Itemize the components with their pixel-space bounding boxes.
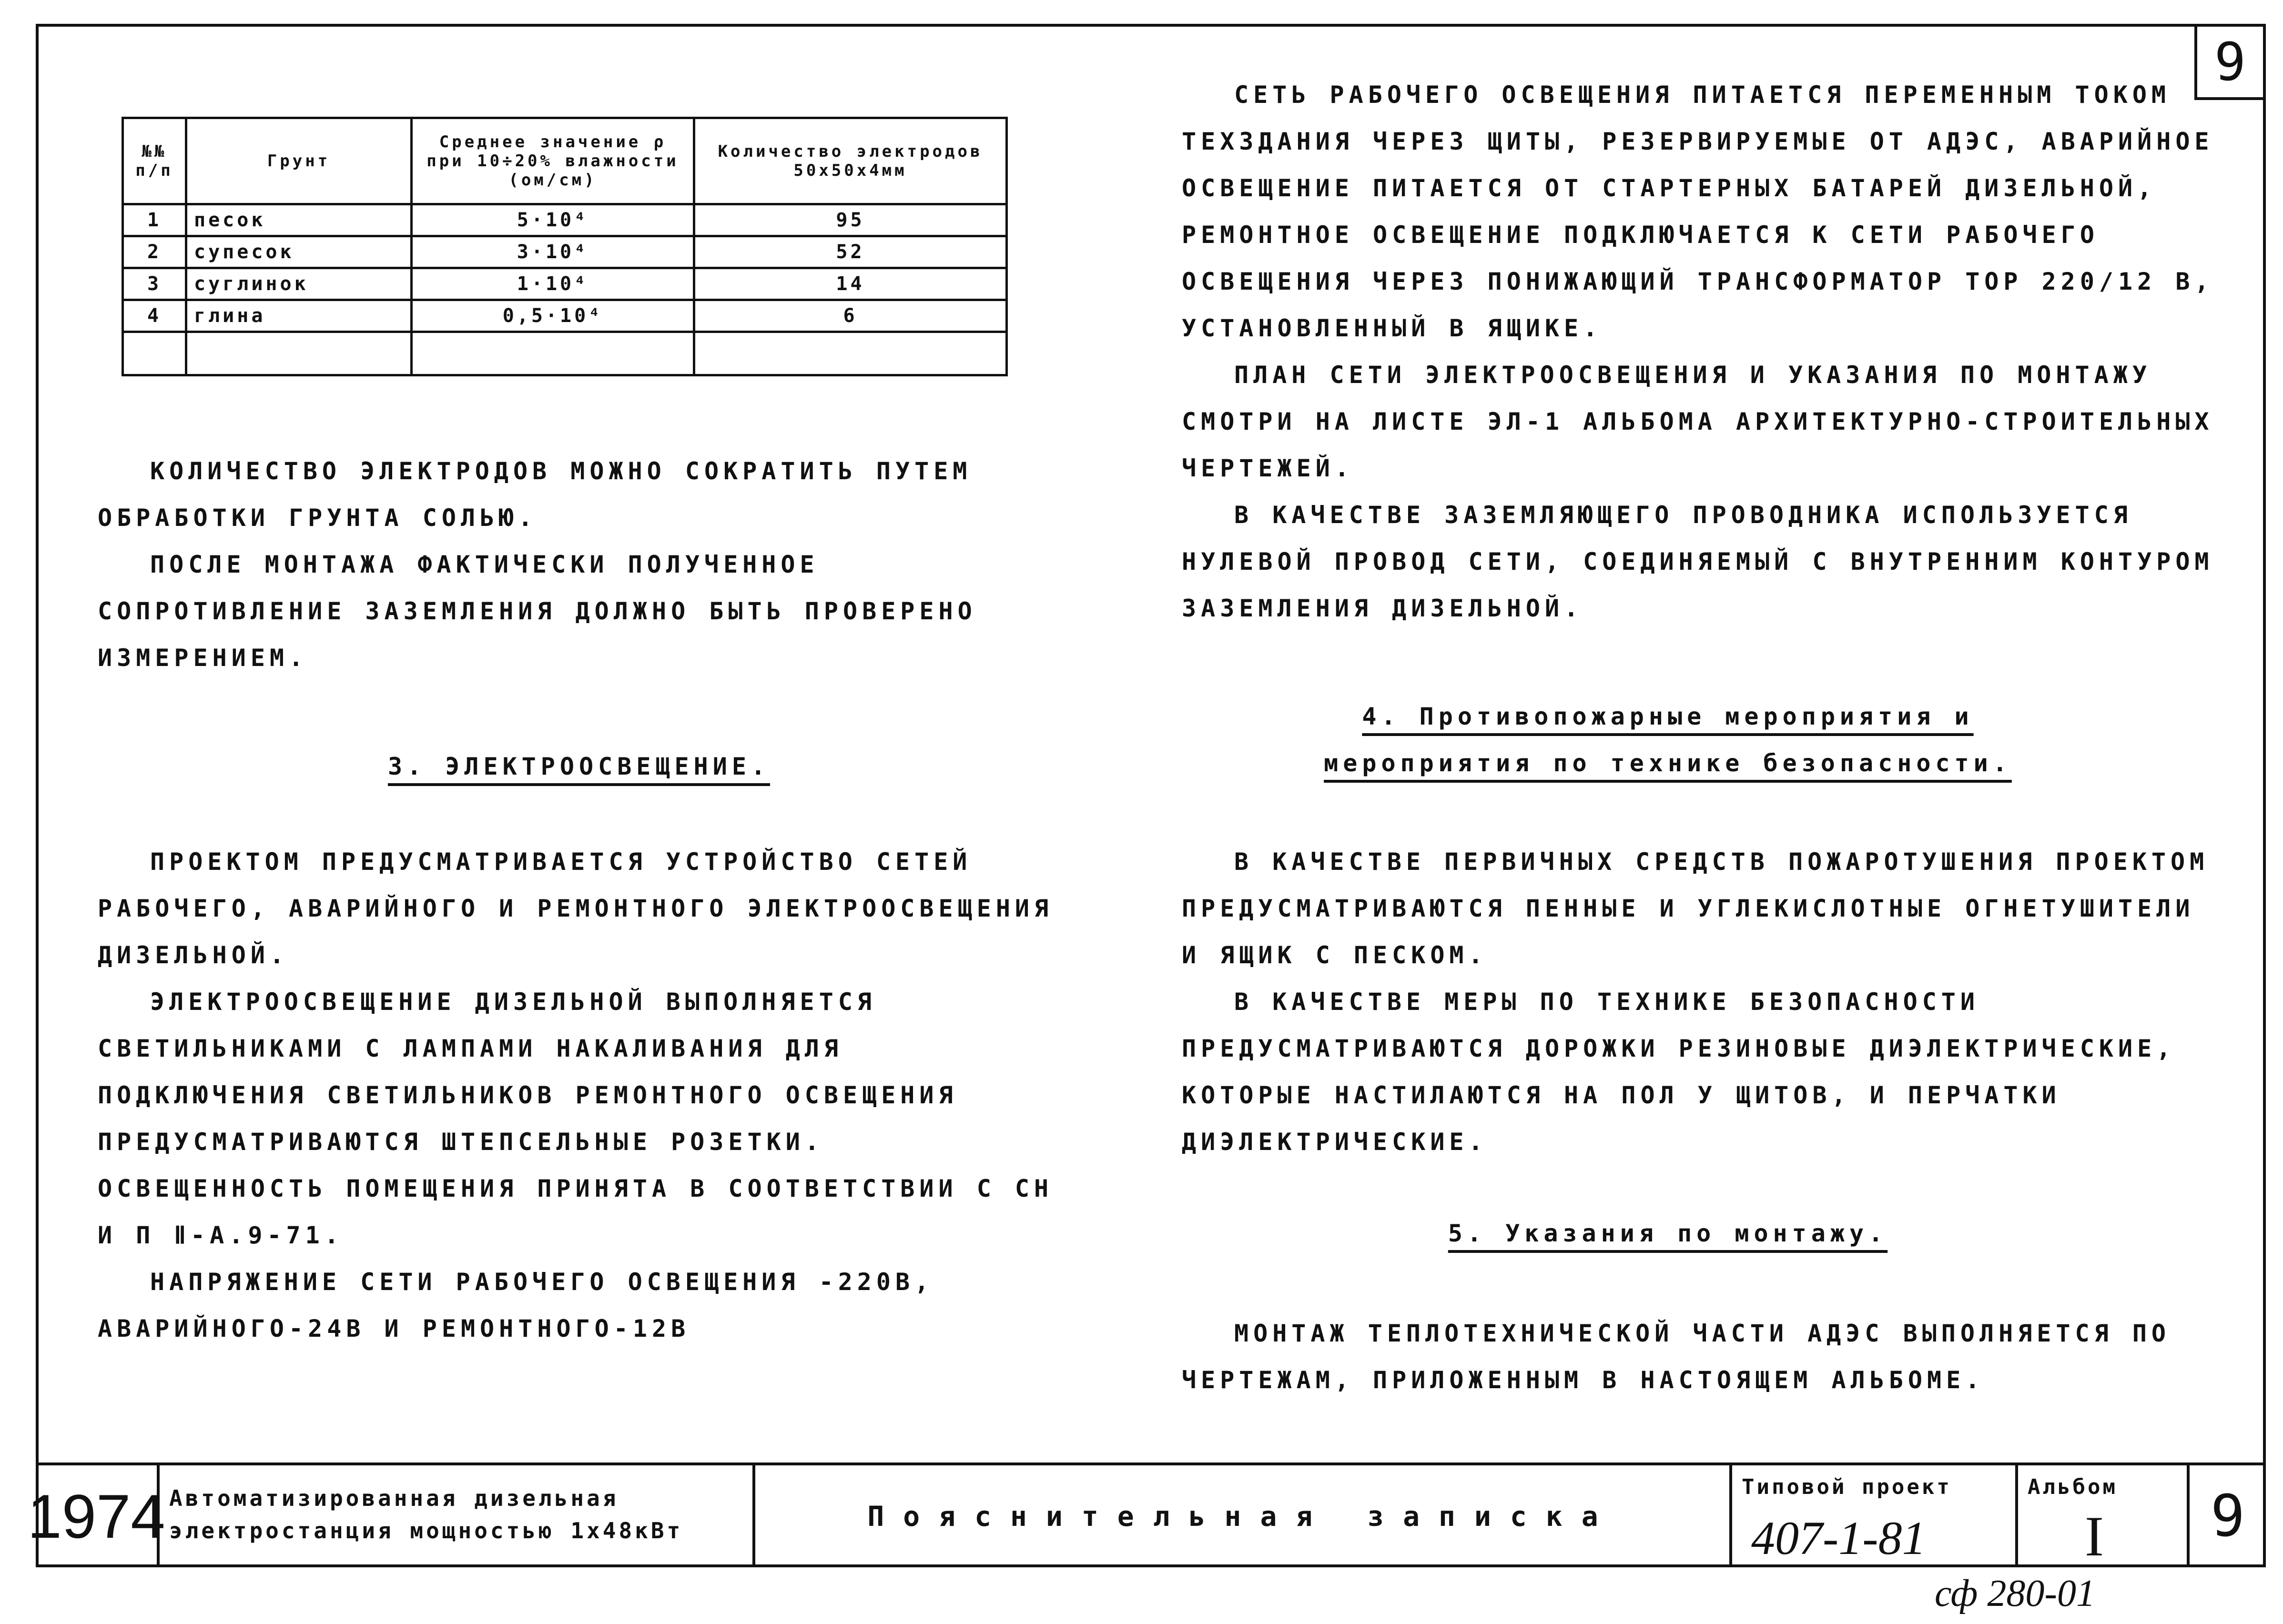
stamp-object — [160, 1465, 755, 1567]
header-number: №№ п/п — [123, 118, 186, 204]
left-text-block-1 — [98, 448, 1060, 681]
stamp-project-value: 407-1-81 — [1751, 1512, 1926, 1564]
paragraph: ЭЛЕКТРООСВЕЩЕНИЕ ДИЗЕЛЬНОЙ ВЫПОЛНЯЕТСЯ СВЕТИЛЬНИКАМИ С ЛАМПАМИ НАКАЛИВАНИЯ ДЛЯ ПОДКЛЮЧЕНИЯ СВЕТИЛЬНИКОВ РЕМОНТНОГО ОСВЕЩЕНИЯ ПРЕДУСМАТРИВАЮТСЯ ШТЕПСЕЛЬНЫЕ РОЗЕТКИ. ОСВЕЩЕННОСТЬ ПОМЕЩЕНИЯ ПРИНЯТА В СООТВЕТСТВИИ С СН И П Ⅱ-А.9-71. — [98, 988, 1054, 1249]
section-heading: 4. Противопожарные мероприятия и — [1362, 703, 1974, 730]
row-number: 4 — [123, 300, 186, 332]
row-soil: глина — [186, 300, 412, 332]
section-heading-4 — [1191, 693, 2144, 787]
section-heading: 5. Указания по монтажу. — [1448, 1220, 1888, 1247]
section-heading-5 — [1239, 1210, 2097, 1257]
table-row — [123, 236, 1007, 268]
sheet-number-corner: 9 — [2194, 24, 2266, 100]
table-header-row — [123, 118, 1007, 204]
row-count: 95 — [694, 204, 1007, 236]
row-soil: супесок — [186, 236, 412, 268]
row-resistivity: 5·10⁴ — [412, 204, 694, 236]
row-number: 2 — [123, 236, 186, 268]
paragraph: КОЛИЧЕСТВО ЭЛЕКТРОДОВ МОЖНО СОКРАТИТЬ ПУТЕМ ОБРАБОТКИ ГРУНТА СОЛЬЮ. — [98, 457, 972, 532]
row-resistivity: 1·10⁴ — [412, 268, 694, 300]
stamp-sheet-number: 9 — [2210, 1483, 2245, 1550]
paragraph: В КАЧЕСТВЕ МЕРЫ ПО ТЕХНИКЕ БЕЗОПАСНОСТИ ПРЕДУСМАТРИВАЮТСЯ ДОРОЖКИ РЕЗИНОВЫЕ ДИЭЛЕКТРИЧЕСКИЕ, КОТОРЫЕ НАСТИЛАЮТСЯ НА ПОЛ У ЩИТОВ, И ПЕРЧАТКИ ДИЭЛЕКТРИЧЕСКИЕ. — [1182, 988, 2176, 1156]
stamp-project — [1732, 1465, 2018, 1567]
row-soil: песок — [186, 204, 412, 236]
stamp-title: Пояснительная записка — [755, 1465, 1732, 1567]
table-row — [123, 300, 1007, 332]
header-electrode-count: Количество электродов 50х50х4мм — [694, 118, 1007, 204]
row-soil: суглинок — [186, 268, 412, 300]
row-count: 52 — [694, 236, 1007, 268]
row-count: 14 — [694, 268, 1007, 300]
row-count: 6 — [694, 300, 1007, 332]
paragraph: СЕТЬ РАБОЧЕГО ОСВЕЩЕНИЯ ПИТАЕТСЯ ПЕРЕМЕННЫМ ТОКОМ ТЕХЗДАНИЯ ЧЕРЕЗ ЩИТЫ, РЕЗЕРВИРУЕМЫЕ ОТ АДЭС, АВАРИЙНОЕ ОСВЕЩЕНИЕ ПИТАЕТСЯ ОТ СТАРТЕРНЫХ БАТАРЕЙ ДИЗЕЛЬНОЙ, РЕМОНТНОЕ ОСВЕЩЕНИЕ ПОДКЛЮЧАЕТСЯ К СЕТИ РАБОЧЕГО ОСВЕЩЕНИЯ ЧЕРЕЗ ПОНИЖАЮЩИЙ ТРАНСФОРМАТОР ТОР 220/12 В, УСТАНОВЛЕННЫЙ В ЯЩИКЕ. — [1182, 81, 2214, 342]
soil-resistivity-table — [122, 117, 1008, 376]
paragraph: В КАЧЕСТВЕ ПЕРВИЧНЫХ СРЕДСТВ ПОЖАРОТУШЕНИЯ ПРОЕКТОМ ПРЕДУСМАТРИВАЮТСЯ ПЕННЫЕ И УГЛЕКИСЛОТНЫЕ ОГНЕТУШИТЕЛИ И ЯЩИК С ПЕСКОМ. — [1182, 848, 2209, 969]
row-resistivity: 0,5·10⁴ — [412, 300, 694, 332]
stamp-project-label: Типовой проект — [1742, 1475, 1952, 1499]
document-code: сф 280-01 — [1935, 1573, 2095, 1614]
paragraph: МОНТАЖ ТЕПЛОТЕХНИЧЕСКОЙ ЧАСТИ АДЭС ВЫПОЛНЯЕТСЯ ПО ЧЕРТЕЖАМ, ПРИЛОЖЕННЫМ В НАСТОЯЩЕМ АЛЬБОМЕ. — [1182, 1320, 2171, 1394]
row-number: 1 — [123, 204, 186, 236]
paragraph: НАПРЯЖЕНИЕ СЕТИ РАБОЧЕГО ОСВЕЩЕНИЯ -220В, АВАРИЙНОГО-24В И РЕМОНТНОГО-12В — [98, 1268, 934, 1342]
section-heading: мероприятия по технике безопасности. — [1324, 749, 2012, 777]
stamp-year: 1974 — [36, 1465, 160, 1567]
paragraph: ПЛАН СЕТИ ЭЛЕКТРООСВЕЩЕНИЯ И УКАЗАНИЯ ПО МОНТАЖУ СМОТРИ НА ЛИСТЕ ЭЛ-1 АЛЬБОМА АРХИТЕКТУРНО-СТРОИТЕЛЬНЫХ ЧЕРТЕЖЕЙ. — [1182, 361, 2214, 482]
stamp-object-line: Автоматизированная дизельная — [169, 1485, 619, 1511]
table-row — [123, 204, 1007, 236]
stamp-album-label: Альбом — [2028, 1475, 2118, 1499]
paragraph: ПРОЕКТОМ ПРЕДУСМАТРИВАЕТСЯ УСТРОЙСТВО СЕТЕЙ РАБОЧЕГО, АВАРИЙНОГО И РЕМОНТНОГО ЭЛЕКТРООСВЕЩЕНИЯ ДИЗЕЛЬНОЙ. — [98, 848, 1054, 969]
stamp-album-value: I — [2085, 1504, 2104, 1568]
header-soil: Грунт — [186, 118, 412, 204]
right-text-block-3 — [1182, 1310, 2221, 1403]
section-heading: 3. ЭЛЕКТРООСВЕЩЕНИЕ. — [387, 753, 771, 780]
row-resistivity: 3·10⁴ — [412, 236, 694, 268]
paragraph: В КАЧЕСТВЕ ЗАЗЕМЛЯЮЩЕГО ПРОВОДНИКА ИСПОЛЬЗУЕТСЯ НУЛЕВОЙ ПРОВОД СЕТИ, СОЕДИНЯЕМЫЙ С ВНУТРЕННИМ КОНТУРОМ ЗАЗЕМЛЕНИЯ ДИЗЕЛЬНОЙ. — [1182, 501, 2214, 622]
left-text-block-2 — [98, 838, 1060, 1352]
right-text-block-1 — [1182, 71, 2221, 632]
row-number: 3 — [123, 268, 186, 300]
table-row — [123, 268, 1007, 300]
stamp-object-line: электростанция мощностью 1х48кВт — [169, 1518, 683, 1543]
header-resistivity: Среднее значение ρ при 10÷20% влажности (ом/см) — [412, 118, 694, 204]
left-section-3 — [98, 743, 1060, 790]
right-text-block-2 — [1182, 838, 2221, 1165]
stamp-album — [2018, 1465, 2190, 1567]
title-block — [27, 1463, 2266, 1568]
paragraph: ПОСЛЕ МОНТАЖА ФАКТИЧЕСКИ ПОЛУЧЕННОЕ СОПРОТИВЛЕНИЕ ЗАЗЕМЛЕНИЯ ДОЛЖНО БЫТЬ ПРОВЕРЕНО ИЗМЕРЕНИЕМ. — [98, 551, 977, 672]
table-row-empty — [123, 332, 1007, 375]
